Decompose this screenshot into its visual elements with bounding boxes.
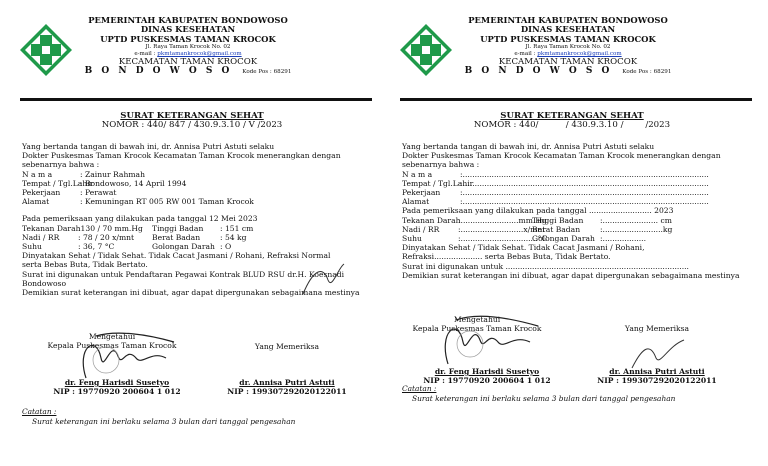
declaration-line: Refraksi.................... serta Bebas Buta, Tidak Bertato. xyxy=(402,252,611,262)
kepala-label: Kepala Puskesmas Taman Krocok xyxy=(412,324,542,333)
field-value: :...................................................................................................... xyxy=(460,178,709,188)
pemeriksa-nip: NIP : 199307292020122011 xyxy=(227,387,347,396)
intro-line: Yang bertanda tangan di bawah ini, dr. Annisa Putri Astuti selaku xyxy=(22,142,275,151)
email-label: e-mail : xyxy=(134,51,156,58)
purpose-line: Bondowoso xyxy=(22,278,67,288)
note-text: Surat keterangan ini berlaku selama 3 bulan dari tanggal pengesahan xyxy=(32,417,296,426)
field-value: : Perawat xyxy=(80,188,117,198)
signature-scribble xyxy=(418,310,548,370)
field-label: Tempat / Tgl.Lahir xyxy=(402,178,474,188)
pemeriksa-nip: NIP : 199307292020122011 xyxy=(597,376,717,385)
vital-value: :....................... cm xyxy=(600,215,672,225)
vital-value: :........................mm.Hg xyxy=(458,215,547,225)
header-address: Jl. Raya Taman Krocok No. 02 xyxy=(525,44,611,51)
closing-line: Demikian surat keterangan ini dibuat, agar dapat dipergunakan sebagaimana mestinya xyxy=(22,288,360,298)
intro-line: sebenarnya bahwa : xyxy=(402,160,480,170)
pemeriksa-label: Yang Memeriksa xyxy=(254,342,320,351)
header-kecamatan: KECAMATAN TAMAN KROCOK xyxy=(498,57,638,68)
vital-value: :................................°C xyxy=(458,234,548,244)
doc-title xyxy=(8,112,376,130)
vital-label: Nadi / RR xyxy=(22,232,60,242)
vital-value: : 36, 7 °C xyxy=(78,242,115,252)
doc-title xyxy=(388,112,756,130)
puskesmas-logo-icon xyxy=(18,22,74,78)
header-kecamatan: KECAMATAN TAMAN KROCOK xyxy=(118,57,258,68)
doc-body xyxy=(402,142,752,280)
declaration-line: Dinyatakan Sehat / Tidak Sehat. Tidak Cacat Jasmani / Rohani, Refraksi Normal xyxy=(22,251,331,261)
header-line3: UPTD PUSKESMAS TAMAN KROCOK xyxy=(100,33,276,44)
title-text: SURAT KETERANGAN SEHAT xyxy=(500,111,644,121)
header-city: B O N D O W O S O xyxy=(464,66,613,77)
signature-scribble xyxy=(56,328,186,386)
vital-value: :.................. xyxy=(600,234,647,244)
intro-line: Dokter Puskesmas Taman Krocok Kecamatan Taman Krocok menerangkan dengan xyxy=(22,151,341,161)
exam-date: Pada pemeriksaan yang dilakukan pada tanggal .......................... 2023 xyxy=(402,206,674,216)
vital-value: : O xyxy=(220,242,232,252)
document-left xyxy=(8,10,376,460)
nomor-text: NOMOR : 440/ / 430.9.3.10 / /2023 xyxy=(473,120,671,130)
pemeriksa-name: dr. Annisa Putri Astuti xyxy=(609,367,705,376)
field-label: N a m a xyxy=(402,169,433,179)
document-right xyxy=(388,10,756,460)
signature-scribble xyxy=(628,336,688,372)
vital-label: Tinggi Badan xyxy=(152,223,204,233)
signature-scribble xyxy=(298,260,348,298)
kepala-nip: NIP : 19770920 200604 1 012 xyxy=(53,387,181,396)
intro-line: Yang bertanda tangan di bawah ini, dr. Annisa Putri Astuti selaku xyxy=(402,142,655,151)
email-label: e-mail : xyxy=(514,51,536,58)
kepala-name: dr. Feng Harisdi Susetyo xyxy=(64,378,170,387)
vital-value: :130 / 70 mm.Hg xyxy=(78,223,143,233)
note-label: Catatan : xyxy=(402,384,437,393)
vital-label: Tekanan Darah xyxy=(402,215,461,225)
letterhead-text xyxy=(78,16,298,78)
closing-line: Demikian surat keterangan ini dibuat, agar dapat dipergunakan sebagaimana mestinya xyxy=(402,270,740,280)
field-label: N a m a xyxy=(22,169,53,179)
field-value: :...................................................................................................... xyxy=(460,169,709,179)
vital-label: Golongan Darah xyxy=(152,242,215,252)
pemeriksa-label: Yang Memeriksa xyxy=(624,324,690,333)
vital-label: Tinggi Badan xyxy=(532,215,584,225)
vital-value: : 78 / 20 x/mnt xyxy=(78,232,135,242)
kepala-label: Kepala Puskesmas Taman Krocok xyxy=(47,341,177,350)
field-label: Pekerjaan xyxy=(402,188,441,198)
declaration-line: serta Bebas Buta, Tidak Bertato. xyxy=(22,260,148,270)
header-rule xyxy=(400,98,752,101)
field-label: Alamat xyxy=(402,197,430,207)
field-value: :...................................................................................................... xyxy=(460,188,709,198)
note-block xyxy=(402,384,675,404)
mengetahui-label: Mengetahui xyxy=(88,332,136,341)
field-label: Pekerjaan xyxy=(22,188,61,198)
note-text: Surat keterangan ini berlaku selama 3 bulan dari tanggal pengesahan xyxy=(412,394,676,403)
header-kode-pos: Kode Pos : 68291 xyxy=(622,69,672,76)
vital-value: : 151 cm xyxy=(220,223,254,233)
header-line1: PEMERINTAH KABUPATEN BONDOWOSO xyxy=(468,15,668,25)
purpose-line: Surat ini digunakan untuk ............................................................................ xyxy=(402,261,689,271)
header-address: Jl. Raya Taman Krocok No. 02 xyxy=(145,44,231,51)
header-line2: DINAS KESEHATAN xyxy=(520,24,616,35)
vital-label: Golongan Darah xyxy=(532,234,595,244)
vital-label: Berat Badan xyxy=(152,232,201,242)
mengetahui-label: Mengetahui xyxy=(453,315,501,324)
field-value: : Bondowoso, 14 April 1994 xyxy=(80,178,187,188)
letterhead xyxy=(388,10,756,96)
vital-label: Berat Badan xyxy=(532,224,581,234)
note-label: Catatan : xyxy=(22,407,57,416)
field-value: :...................................................................................................... xyxy=(460,197,709,207)
letterhead xyxy=(8,10,376,96)
field-label: Tempat / Tgl.Lahir xyxy=(22,178,94,188)
declaration-line: Dinyatakan Sehat / Tidak Sehat. Tidak Cacat Jasmani / Rohani, xyxy=(402,243,645,253)
letterhead-text xyxy=(458,16,678,78)
vital-value: :.........................kg xyxy=(600,224,673,234)
email-link[interactable]: pkmtamankrocok@gmail.com xyxy=(157,51,242,58)
vital-label: Suhu xyxy=(402,234,422,244)
field-value: : Kemuningan RT 005 RW 001 Taman Krocok xyxy=(80,197,254,207)
vital-label: Suhu xyxy=(22,242,42,252)
title-text: SURAT KETERANGAN SEHAT xyxy=(120,111,264,121)
kepala-name: dr. Feng Harisdi Susetyo xyxy=(434,367,540,376)
header-kode-pos: Kode Pos : 68291 xyxy=(242,69,292,76)
vital-value: :..........................x/mnt xyxy=(458,224,546,234)
vital-label: Nadi / RR xyxy=(402,224,440,234)
field-label: Alamat xyxy=(22,197,50,207)
vital-label: Tekanan Darah xyxy=(22,223,81,233)
email-link[interactable]: pkmtamankrocok@gmail.com xyxy=(537,51,622,58)
header-line3: UPTD PUSKESMAS TAMAN KROCOK xyxy=(480,33,656,44)
header-rule xyxy=(20,98,372,101)
field-value: : Zainur Rahmah xyxy=(80,169,145,179)
nomor-text: NOMOR : 440/ 847 / 430.9.3.10 / V /2023 xyxy=(101,120,283,130)
intro-line: Dokter Puskesmas Taman Krocok Kecamatan Taman Krocok menerangkan dengan xyxy=(402,151,721,161)
puskesmas-logo-icon xyxy=(398,22,454,78)
intro-line: sebenarnya bahwa : xyxy=(22,160,100,170)
header-line2: DINAS KESEHATAN xyxy=(140,24,236,35)
exam-date: Pada pemeriksaan yang dilakukan pada tanggal 12 Mei 2023 xyxy=(22,214,258,224)
note-block xyxy=(22,407,295,427)
pemeriksa-name: dr. Annisa Putri Astuti xyxy=(239,378,335,387)
kepala-nip: NIP : 19770920 200604 1 012 xyxy=(423,376,551,385)
header-line1: PEMERINTAH KABUPATEN BONDOWOSO xyxy=(88,15,288,25)
header-city: B O N D O W O S O xyxy=(84,66,233,77)
vital-value: : 54 kg xyxy=(220,232,247,242)
purpose-line: Surat ini digunakan untuk Pendaftaran Pegawai Kontrak BLUD RSU dr.H. Koesnadi xyxy=(22,269,345,279)
